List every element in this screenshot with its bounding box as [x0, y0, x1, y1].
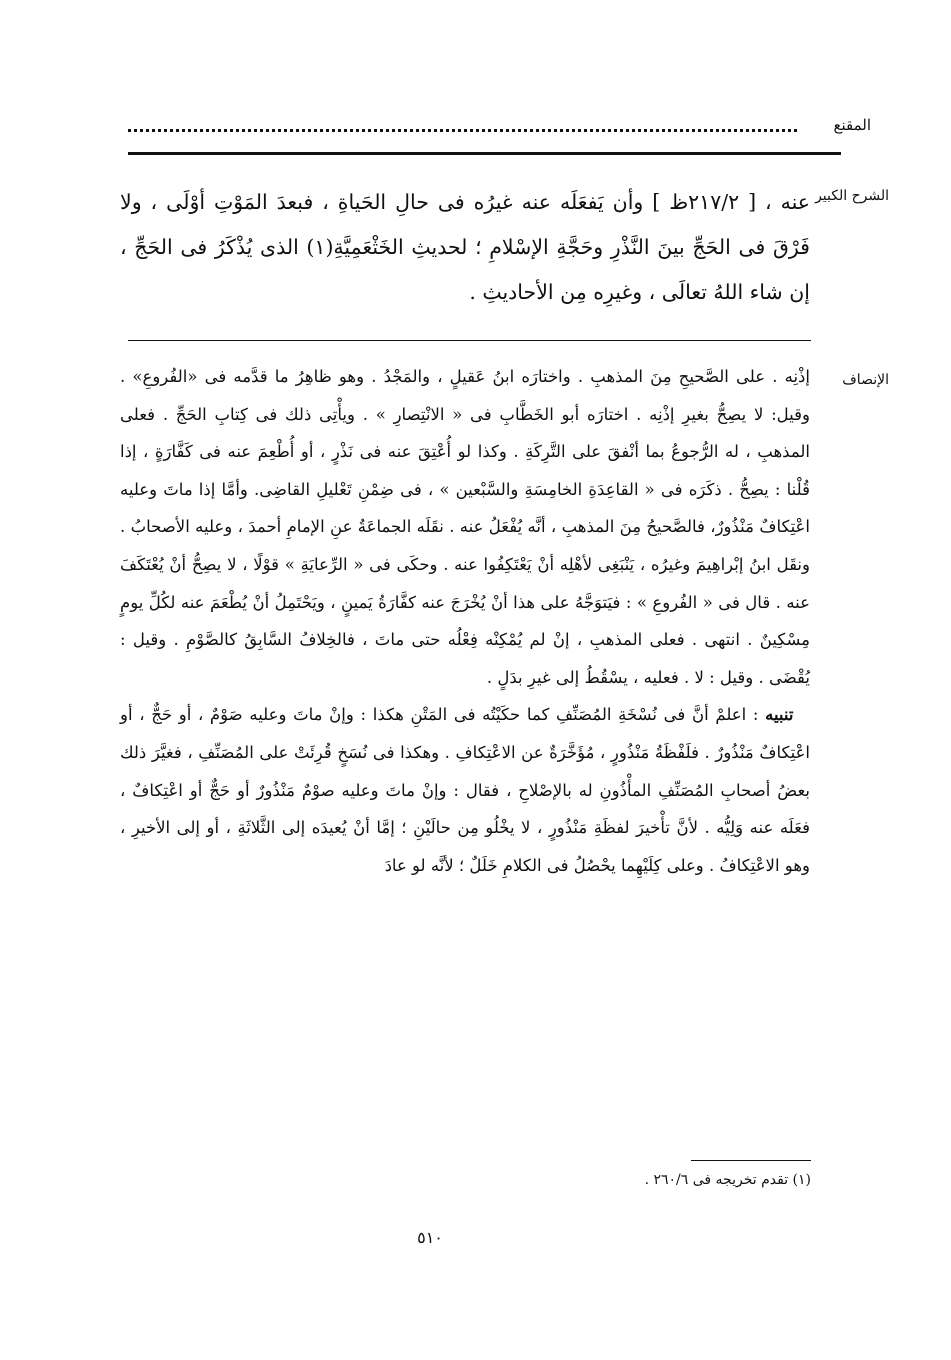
- section-divider: [128, 340, 811, 341]
- sharh-paragraph: عنه ، [ ٢١٧/٢ظ ] وأن يَفعَلَه عنه غيرُه فى حالِ الحَياةِ ، فبعدَ المَوْتِ أوْلَى ، ولا فَرْقَ فى الحَجِّ بينَ النَّذْرِ وحَجَّةِ الإسْلامِ ؛ لحديثِ الخَثْعَمِيَّةِ(١) الذى يُذْكَرُ فى الحَجِّ ، إن شاء اللهُ تعالَى ، وغيرِه مِن الأحاديثِ .: [120, 190, 811, 304]
- header-rule: [128, 152, 841, 155]
- running-header: [128, 110, 871, 140]
- footnote: (١) تقدم تخريجه فى ٢٦٠/٦ .: [644, 1172, 811, 1188]
- sharh-text-block: [120, 180, 810, 315]
- note-text: : اعلمْ أنَّ فى نُسْخَةِ المُصَنِّفِ كما حكَيْتُه فى المَتْنِ هكذا : وإنْ ماتَ وعليه صَوْمٌ ، أو حَجٌّ ، أو اعْتِكافٌ مَنْذُورٌ . فلَفْظَةُ مَنْذُورٍ ، مُؤَخَّرَةٌ عن الاعْتِكافِ . وهكذا فى نُسَخٍ قُرِئَتْ على المُصَنِّفِ ، فغيَّرَ ذلك بعضُ أصحابِ المُصَنِّفِ المأْذُونِ له بالإصْلاحِ ، فقال : وإنْ ماتَ وعليه صوْمٌ مَنْذُورٌ أو حَجٌّ أو اعْتِكافٌ ، فعَلَه عنه وَلِيُّه . لأنَّ تأْخيرَ لفظَةِ مَنْذُورٍ ، لا يخْلُو مِن حالَيْنِ ؛ إمَّا أنْ يُعيدَه إلى الثَّلاثَةِ ، أو إلى الأخيرِ ، وهو الاعْتِكافُ . وعلى كِلَيْهِما يحْصُلُ فى الكلامِ خَلَلٌ ؛ لأنَّه لو عادَ: [120, 705, 810, 875]
- running-title: المقنع: [833, 116, 871, 134]
- dotted-leader: [128, 119, 797, 132]
- margin-label-insaf: الإنصاف: [842, 372, 889, 388]
- insaf-paragraph-2: [120, 696, 810, 884]
- insaf-paragraph-1: إذْنِه . على الصَّحيحِ مِنَ المذهبِ . واختارَه ابنُ عَقيلٍ ، والمَجْدُ . وهو ظاهِرُ ما قدَّمه فى «الفُروعِ» . وقيل: لا يصِحُّ بغيرِ إذْنِه . اختارَه أبو الخَطَّابِ فى « الانْتِصارِ » . ويأْتِى ذلك فى كِتابِ الحَجِّ . فعلى المذهبِ ، له الرُّجوعُ بما أنْفقَ على التَّرِكَةِ . وكذا لو أُعْتِقَ عنه فى نَذْرٍ ، أو أُطْعِمَ عنه فى كَفَّارَةٍ ، إذا قُلْنا : يصِحُّ . ذكَرَه فى « القاعِدَةِ الخامِسَةِ والسَّبْعين » ، فى ضِمْنِ تَعْليلِ القاضِى. وأمَّا إذا ماتَ وعليه اعْتِكافٌ مَنْذُورٌ، فالصَّحيحُ مِنَ المذهبِ ، أنَّه يُفْعَلُ عنه . نقَلَه الجماعَةُ عنِ الإمامِ أحمدَ ، وعليه الأصحابُ . ونقَل ابنُ إبْراهِيمَ وغيرُه ، يَنْبَغِى لأهْلِه أنْ يَعْتَكِفُوا عنه . وحكَى فى « الرِّعايَةِ » قوْلًا ، لا يصِحُّ أنْ يُعْتَكَفَ عنه . قال فى « الفُروعِ » : فيَتوَجَّهُ على هذا أنْ يُخْرَجَ عنه كفَّارَةُ يَمينٍ ، ويَحْتَمِلُ أنْ يُطْعَمَ عنه لكُلِّ يومٍ مِسْكِينٌ . انتهى . فعلى المذهبِ ، إنْ لم يُمْكِنْه فِعْلُه حتى ماتَ ، فالخِلافُ السَّابِقُ كالصَّوْمِ . وقيل : يُقْضَى . وقيل : لا . فعليه ، يسْقُطُ إلى غيرِ بدَلٍ .: [120, 367, 810, 687]
- margin-label-sharh: الشرح الكبير: [815, 188, 889, 204]
- note-heading: تنبيه: [765, 705, 794, 725]
- page-number: ٥١٠: [417, 1228, 443, 1247]
- insaf-text-block: [120, 358, 810, 884]
- footnote-rule: [691, 1160, 811, 1161]
